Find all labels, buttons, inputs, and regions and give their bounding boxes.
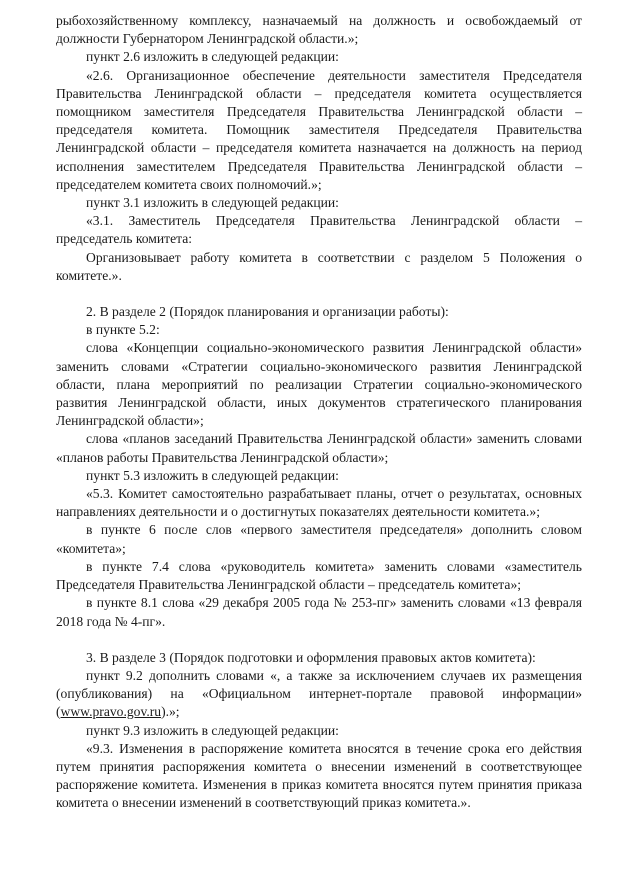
paragraph-clause-3-1: «3.1. Заместитель Председателя Правительства Ленинградской области – председатель комитета:: [56, 213, 582, 247]
amend-9-2-text: пункт 9.2 дополнить словами «, а также за исключением случаев их размещения (опубликования) на «Официальном интернет-портале правовой информации» (: [56, 667, 582, 720]
paragraph-instruction-5-3: пункт 5.3 изложить в следующей редакции:: [86, 467, 339, 483]
paragraph-instruction-2-6: пункт 2.6 изложить в следующей редакции:: [86, 49, 339, 65]
paragraph-clause-3-1-body: Организовывает работу комитета в соответствии с разделом 5 Положения о комитете.».: [56, 249, 582, 283]
paragraph-amend-5-2-a: слова «Концепции социально-экономического развития Ленинградской области» заменить словами «Стратегии социально-экономического развития Ленинградской области, плана мероприятий по реализации Стратегии социально-экономического развития Ленинградской области, иных документов стратегического планирования Ленинградской области»;: [56, 340, 582, 429]
paragraph-amend-7-4: в пункте 7.4 слова «руководитель комитета» заменить словами «заместитель Председателя Правительства Ленинградской области – председатель комитета»;: [56, 558, 582, 593]
section-gap: [56, 631, 582, 649]
paragraph-amend-5-2-b: слова «планов заседаний Правительства Ленинградской области» заменить словами «планов работы Правительства Ленинградской области»;: [56, 431, 582, 465]
paragraph-amend-6: в пункте 6 после слов «первого заместителя председателя» дополнить словом «комитета»;: [56, 522, 582, 556]
paragraph-instruction-9-3: пункт 9.3 изложить в следующей редакции:: [86, 722, 339, 738]
amend-9-2-tail: ).»;: [161, 704, 180, 720]
paragraph-continuation: рыбохозяйственному комплексу, назначаемый на должность и освобождаемый от должности Губернатором Ленинградской области.»;: [56, 13, 582, 47]
paragraph-amend-8-1: в пункте 8.1 слова «29 декабря 2005 года № 253-пг» заменить словами «13 февраля 2018 года № 4-пг».: [56, 595, 582, 629]
paragraph-clause-9-3: «9.3. Изменения в распоряжение комитета вносятся в течение срока его действия путем принятия распоряжения комитета о внесении изменений в соответствующее распоряжение комитета. Изменения в приказ комитета вносятся путем принятия приказа комитета о внесении изменений в соответствующий приказ комитета.».: [56, 740, 582, 811]
section-gap: [56, 285, 582, 303]
paragraph-clause-5-3: «5.3. Комитет самостоятельно разрабатывает планы, отчет о результатах, основных направлениях деятельности и о достигнутых показателях деятельности комитета.»;: [56, 486, 582, 520]
paragraph-instruction-5-2: в пункте 5.2:: [86, 322, 160, 338]
paragraph-section-3-heading: 3. В разделе 3 (Порядок подготовки и оформления правовых актов комитета):: [86, 649, 536, 665]
paragraph-amend-9-2: [56, 667, 582, 722]
pravo-link[interactable]: www.pravo.gov.ru: [60, 704, 162, 720]
paragraph-instruction-3-1: пункт 3.1 изложить в следующей редакции:: [86, 195, 339, 211]
paragraph-section-2-heading: 2. В разделе 2 (Порядок планирования и организации работы):: [86, 304, 449, 320]
paragraph-clause-2-6: «2.6. Организационное обеспечение деятельности заместителя Председателя Правительства Ленинградской области – председателя комитета осуществляется помощником заместителя Председателя Правительства Ленинградской области – председателя комитета. Помощник заместителя Председателя Правительства Ленинградской области – председателя комитета назначается на должность на период исполнения заместителем Председателя Правительства Ленинградской области – председателем комитета своих полномочий.»;: [56, 67, 582, 192]
